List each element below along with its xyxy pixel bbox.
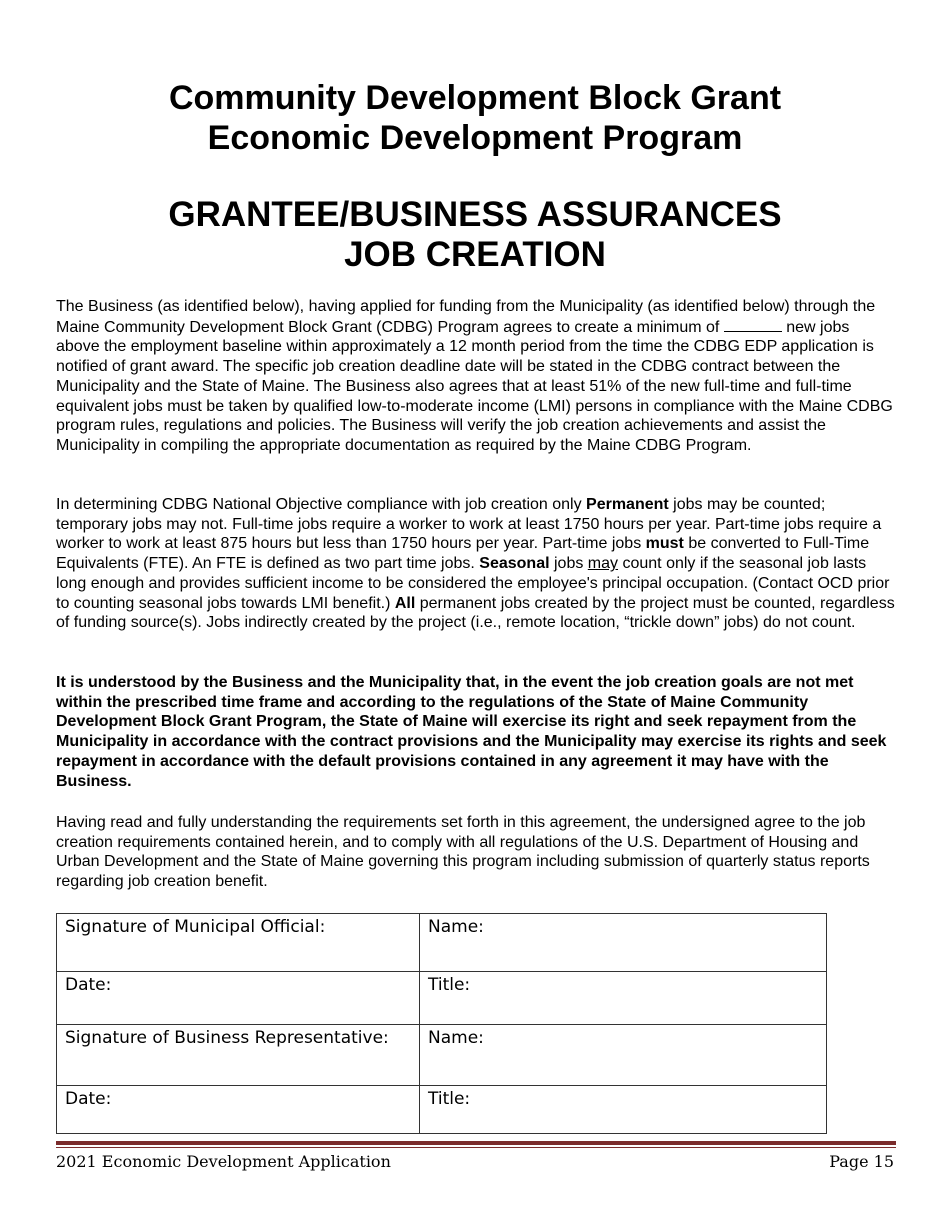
p2-text-5: count only if the seasonal job lasts long enough and provides sufficient income to be considered the employee's principal occupation. (Contact OCD prior to counting seasonal jobs towards LMI benefit.)	[56, 555, 890, 612]
table-row	[57, 1086, 827, 1134]
signature-business-representative-field[interactable]: Signature of Business Representative:	[57, 1025, 420, 1086]
title-municipal-field[interactable]: Title:	[420, 972, 827, 1025]
p2-text-2: jobs may be counted; temporary jobs may not. Full-time jobs require a worker to work at least 1750 hours per year. Part-time jobs require a worker to work at least 875 hours but less than 1750 hours per year. Part-time jobs	[56, 496, 882, 553]
table-row	[57, 972, 827, 1025]
title-line-1: Community Development Block Grant	[168, 79, 782, 117]
date-municipal-field[interactable]: Date:	[57, 972, 420, 1025]
p2-bold-seasonal: Seasonal	[479, 555, 550, 573]
title-line-2: Economic Development Program	[207, 119, 743, 157]
p2-text-4: jobs	[549, 555, 588, 573]
p2-text-3: be converted to Full-Time Equivalents (FTE). An FTE is defined as two part time jobs.	[56, 535, 870, 573]
date-business-field[interactable]: Date:	[57, 1086, 420, 1134]
paragraph-national-objective	[56, 495, 896, 633]
name-business-field[interactable]: Name:	[420, 1025, 827, 1086]
heading-line-2: JOB CREATION	[344, 235, 606, 274]
paragraph-job-commitment	[56, 297, 896, 456]
footer-page-number: Page 15	[829, 1152, 894, 1171]
signature-table	[56, 913, 827, 1134]
p2-bold-permanent: Permanent	[586, 496, 669, 513]
p2-text-1: In determining CDBG National Objective compliance with job creation only	[56, 496, 587, 513]
p2-underline-may: may	[587, 555, 619, 573]
signature-municipal-official-field[interactable]: Signature of Municipal Official:	[57, 914, 420, 972]
footer-rule-thick	[56, 1141, 896, 1145]
title-business-field[interactable]: Title:	[420, 1086, 827, 1134]
p2-bold-all: All	[394, 594, 416, 612]
paragraph1-part-a: The Business (as identified below), having applied for funding from the Municipality (as identified below) through the Maine Community Development Block Grant (CDBG) Program agrees to create a minimum of	[56, 298, 876, 336]
p2-text-6: permanent jobs created by the project must be counted, regardless of funding source(s). Jobs indirectly created by the project (i.e., remote location, “trickle down” jobs) do not count.	[56, 594, 895, 632]
table-row	[57, 914, 827, 972]
jobs-count-blank[interactable]	[724, 317, 782, 332]
paragraph-repayment-clause: It is understood by the Business and the Municipality that, in the event the job creation goals are not met within the prescribed time frame and according to the regulations of the State of Maine Community Development Block Grant Program, the State of Maine will exercise its right and seek repayment from the Municipality in accordance with the contract provisions and the Municipality may exercise its rights and seek repayment in accordance with the default provisions contained in any agreement it may have with the Business.	[56, 674, 887, 790]
document-title	[0, 78, 950, 158]
p2-bold-must: must	[645, 535, 684, 553]
footer-rule-thin	[56, 1147, 896, 1148]
paragraph1-part-b: new jobs above the employment baseline within approximately a 12 month period from the time the CDBG EDP application is notified of grant award. The specific job creation deadline date will be stated in the CDBG contract between the Municipality and the State of Maine. The Business also agrees that at least 51% of the new full-time and full-time equivalent jobs must be taken by qualified low-to-moderate income (LMI) persons in compliance with the Maine CDBG program rules, regulations and policies. The Business will verify the job creation achievements and assist the Municipality in compiling the appropriate documentation as required by the Maine CDBG Program.	[56, 318, 893, 454]
name-municipal-field[interactable]: Name:	[420, 914, 827, 972]
footer-document-name: 2021 Economic Development Application	[56, 1152, 391, 1171]
heading-line-1: GRANTEE/BUSINESS ASSURANCES	[168, 195, 782, 234]
paragraph-agreement: Having read and fully understanding the requirements set forth in this agreement, the undersigned agree to the job creation requirements contained herein, and to comply with all regulations of the U.S. Department of Housing and Urban Development and the State of Maine governing this program including submission of quarterly status reports regarding job creation benefit.	[56, 814, 870, 891]
table-row	[57, 1025, 827, 1086]
section-heading	[0, 195, 950, 275]
